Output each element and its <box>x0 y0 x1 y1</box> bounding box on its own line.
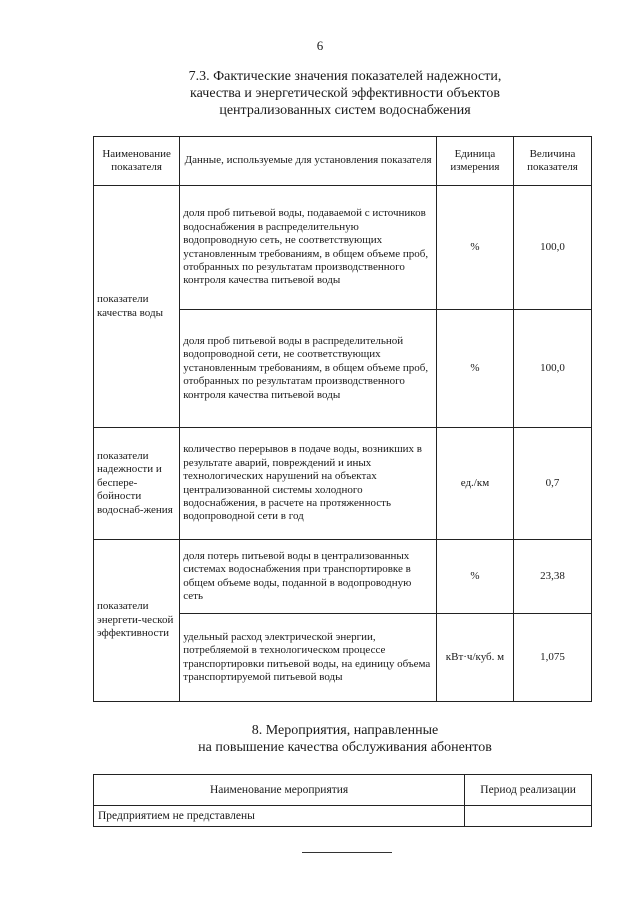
table-header-row <box>94 775 592 806</box>
title-line: централизованных систем водоснабжения <box>219 103 471 118</box>
unit-cell: кВт·ч/куб. м <box>436 614 513 702</box>
header-data: Данные, используемые для установления показателя <box>180 137 437 186</box>
section-8-title <box>100 722 590 756</box>
measure-name-cell: Предприятием не представлены <box>94 806 465 827</box>
unit-cell: % <box>436 310 513 428</box>
data-cell: количество перерывов в подаче воды, возникших в результате аварий, повреждений и иных технологических нарушений на объектах централизованной системы холодного водоснабжения, в расчете на протяженность водопроводной сети в год <box>180 428 437 540</box>
measures-table <box>93 774 592 827</box>
value-cell: 100,0 <box>513 186 591 310</box>
unit-cell: % <box>436 540 513 614</box>
table-row <box>94 806 592 827</box>
data-cell: доля потерь питьевой воды в централизованных системах водоснабжения при транспортировке в общем объеме воды, поданной в водопроводную сеть <box>180 540 437 614</box>
table-row <box>94 186 592 310</box>
section-7-3-title <box>100 68 590 119</box>
indicators-table <box>93 136 592 702</box>
footer-divider <box>302 852 392 853</box>
unit-cell: % <box>436 186 513 310</box>
table-row <box>94 428 592 540</box>
param-quality: показатели качества воды <box>94 186 180 428</box>
title-line: на повышение качества обслуживания абонентов <box>198 740 492 755</box>
measure-period-cell <box>465 806 592 827</box>
table-row <box>94 540 592 614</box>
value-cell: 23,38 <box>513 540 591 614</box>
title-line: 8. Мероприятия, направленные <box>251 723 439 738</box>
value-cell: 1,075 <box>513 614 591 702</box>
header-name: Наименование показателя <box>94 137 180 186</box>
header-value: Величина показателя <box>513 137 591 186</box>
header-period: Период реализации <box>465 775 592 806</box>
page-number: 6 <box>316 38 324 53</box>
title-line: 7.3. Фактические значения показателей надежности, <box>188 69 502 84</box>
data-cell: доля проб питьевой воды в распределительной водопроводной сети, не соответствующих установленным требованиям, в общем объеме проб, отобранных по результатам производственного контроля качества питьевой воды <box>180 310 437 428</box>
unit-cell: ед./км <box>436 428 513 540</box>
title-line: качества и энергетической эффективности объектов <box>190 86 500 101</box>
header-unit: Единица измерения <box>436 137 513 186</box>
table-header-row <box>94 137 592 186</box>
data-cell: доля проб питьевой воды, подаваемой с источников водоснабжения в распределительную водопроводную сеть, не соответствующих установленным требованиям, в общем объеме проб, отобранных по результатам производственного контроля качества питьевой воды <box>180 186 437 310</box>
param-reliability: показатели надежности и беспере-бойности водоснаб-жения <box>94 428 180 540</box>
header-measure-name: Наименование мероприятия <box>94 775 465 806</box>
param-energy: показатели энергети-ческой эффективности <box>94 540 180 702</box>
data-cell: удельный расход электрической энергии, потребляемой в технологическом процессе транспортировки питьевой воды, на единицу объема транспортируемой питьевой воды <box>180 614 437 702</box>
value-cell: 100,0 <box>513 310 591 428</box>
value-cell: 0,7 <box>513 428 591 540</box>
